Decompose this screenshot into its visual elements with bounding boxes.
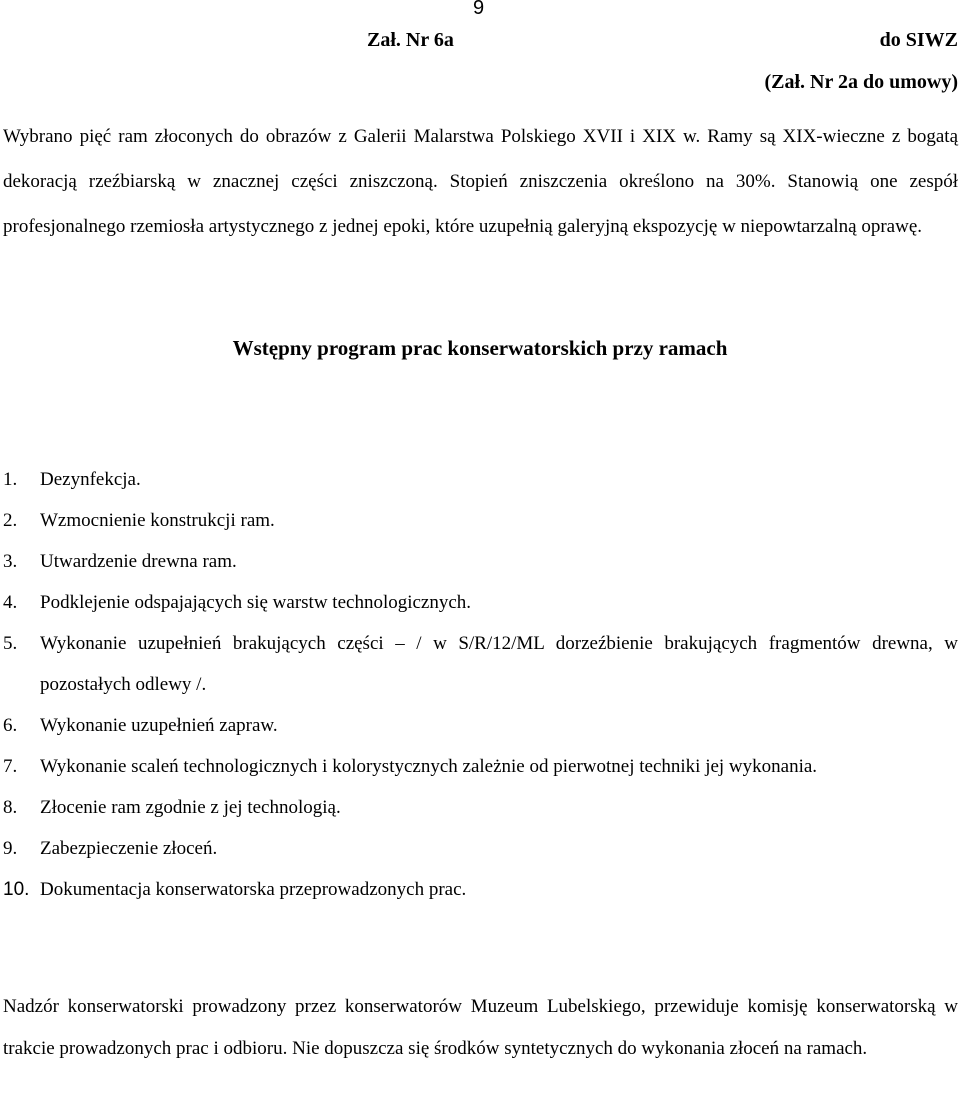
list-item xyxy=(3,869,958,910)
list-item-number: 10. xyxy=(3,879,30,900)
list-item-text: Podklejenie odspajających się warstw technologicznych. xyxy=(40,592,472,613)
list-item-number: 7. xyxy=(3,756,18,777)
list-item-text: Utwardzenie drewna ram. xyxy=(40,551,237,572)
list-item-text: Dokumentacja konserwatorska przeprowadzonych prac. xyxy=(40,879,467,900)
list-item-number: 5. xyxy=(3,633,18,654)
list-item xyxy=(3,828,958,869)
list-item-number: 2. xyxy=(3,510,18,531)
list-item xyxy=(3,705,958,746)
list-item-text: Wykonanie uzupełnień brakujących części – / w S/R/12/ML dorzeźbienie brakujących fragmentów drewna, w pozostałych odlewy /. xyxy=(40,633,958,695)
list-item-number: 6. xyxy=(3,715,18,736)
closing-paragraph: Nadzór konserwatorski prowadzony przez konserwatorów Muzeum Lubelskiego, przewiduje komisję konserwatorską w trakcie prowadzonych prac i odbioru. Nie dopuszcza się środków syntetycznych do wykonania złoceń na ramach. xyxy=(3,996,958,1059)
section-title: Wstępny program prac konserwatorskich przy ramach xyxy=(232,336,728,360)
attachment-label: Zał. Nr 6a xyxy=(367,29,454,51)
page-number: 9 xyxy=(473,0,485,19)
list-item xyxy=(3,500,958,541)
siwz-label: do SIWZ xyxy=(879,29,958,51)
list-item-text: Złocenie ram zgodnie z jej technologią. xyxy=(40,797,341,818)
intro-paragraph: Wybrano pięć ram złoconych do obrazów z Galerii Malarstwa Polskiego XVII i XIX w. Ramy są XIX-wieczne z bogatą dekoracją rzeźbiarską w znacznej części zniszczoną. Stopień zniszczenia określono na 30%. Stanowią one zespół profesjonalnego rzemiosła artystycznego z jednej epoki, które uzupełnią galeryjną ekspozycję w niepowtarzalną oprawę. xyxy=(3,126,958,237)
list-item xyxy=(3,746,958,787)
list-item-number: 8. xyxy=(3,797,18,818)
list-item xyxy=(3,623,958,705)
list-item xyxy=(3,459,958,500)
list-item xyxy=(3,582,958,623)
list-item-number: 4. xyxy=(3,592,18,613)
list-item xyxy=(3,541,958,582)
list-item-text: Wykonanie uzupełnień zapraw. xyxy=(40,715,278,736)
list-item-number: 1. xyxy=(3,469,18,490)
list-item-text: Dezynfekcja. xyxy=(40,469,141,490)
work-program-list xyxy=(3,459,958,910)
list-item xyxy=(3,787,958,828)
list-item-number: 3. xyxy=(3,551,18,572)
list-item-text: Wzmocnienie konstrukcji ram. xyxy=(40,510,275,531)
contract-attachment-label: (Zał. Nr 2a do umowy) xyxy=(764,71,958,93)
list-item-number: 9. xyxy=(3,838,18,859)
list-item-text: Wykonanie scaleń technologicznych i kolorystycznych zależnie od pierwotnej techniki jej wykonania. xyxy=(40,756,818,777)
list-item-text: Zabezpieczenie złoceń. xyxy=(40,838,218,859)
